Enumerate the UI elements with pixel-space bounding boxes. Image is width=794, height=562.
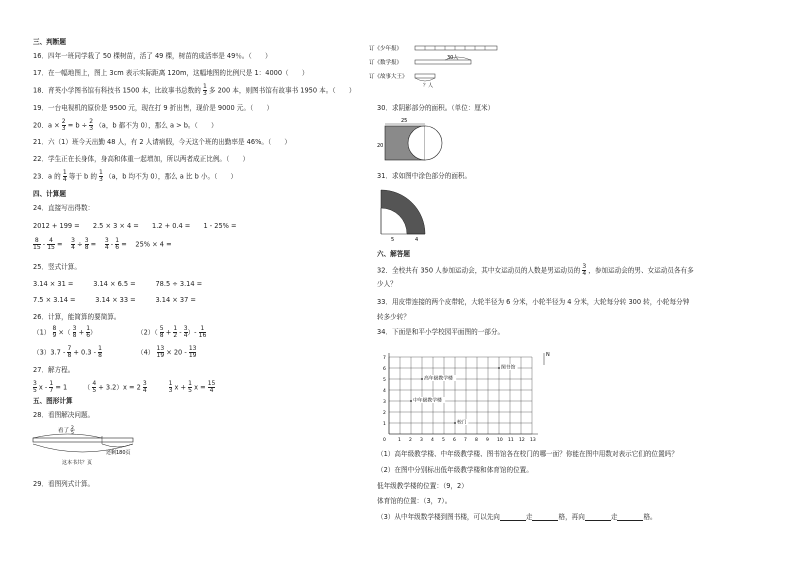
- question-24: 24．直接写出得数：: [33, 204, 95, 212]
- bar-1-ticks: [425, 46, 485, 50]
- q30-width-label: 25: [401, 118, 408, 124]
- school-gate-marker: [454, 422, 456, 424]
- x-tick-label: 7: [464, 438, 467, 443]
- fraction: $\frac{2}{3}$: [61, 118, 66, 132]
- section-3-heading: 三、判断题: [33, 38, 66, 46]
- section-5-heading: 五、图形计算: [33, 397, 73, 405]
- question-16: 16．四年一班同学栽了 50 棵树苗，活了 49 棵，树苗的成活率是 49％。（ ）: [33, 52, 272, 60]
- question-33: 33．用皮带连接的两个皮带轮，大轮半径为 6 分米，小轮半径为 4 分米，大轮每分转 300 转，小轮每分钟: [377, 298, 690, 306]
- question-26-part-1: （1） $\frac{8}{9}$ ×（ $\frac{3}{8}$ + $\frac{1}{6}$ ）: [33, 325, 97, 339]
- x-tick-label: 5: [442, 438, 445, 443]
- x-tick-label: 11: [508, 438, 514, 443]
- fraction: $\frac{1}{3}$: [202, 83, 207, 97]
- answer-blank[interactable]: [585, 514, 611, 521]
- question-18: 18．育英小学图书馆有科技书 1500 本，比故事书总数的 $\frac{1}{3}$ 多 200 本，则图书馆有故事书 1950 本。（ ）: [33, 83, 356, 97]
- section-4-heading: 四、计算题: [33, 190, 66, 198]
- question-34-gym: 体育馆的位置：（3，7）。: [377, 497, 452, 505]
- question-17: 17．在一幅地图上，图上 3cm 表示实际距离 120m，这幅地图的比例尺是 1：4000（ ）: [33, 69, 309, 77]
- question-25-row-2: 7.5 × 3.14 = 3.14 × 33 = 3.14 × 37 =: [33, 296, 196, 304]
- right-column: [369, 0, 794, 562]
- y-tick-label: 2: [383, 411, 386, 416]
- question-25-row-1: 3.14 × 31 = 3.14 × 6.5 = 78.5 ÷ 3.14 =: [33, 280, 203, 288]
- middle-building-marker-label: 中年级教学楼: [413, 398, 442, 404]
- y-tick-label: 5: [383, 378, 386, 383]
- senior-building-marker-label: 高年级教学楼: [424, 376, 453, 382]
- question-31-figure: [377, 184, 437, 244]
- answer-blank[interactable]: [532, 514, 558, 521]
- question-34-part-2: （2）在图中分别标出低年级教学楼和体育馆的位置。: [377, 466, 533, 474]
- question-25: 25．竖式计算。: [33, 263, 81, 271]
- q31-outer-label: 4: [415, 237, 419, 243]
- x-tick-label: 6: [453, 438, 456, 443]
- question-20: 20．a × $\frac{2}{3}$ = b ÷ $\frac{2}{3}$ （a，b 都不为 0），那么 a > b。（ ）: [33, 118, 218, 132]
- question-24-row-2: $\frac{8}{15}$ - $\frac{4}{15}$ = $\frac{3}{4}$ ÷ $\frac{3}{8}$ = $\frac{3}{4}$ - $\frac{1}{6}$ = 25% × 4 =: [33, 237, 172, 251]
- q28-right-label: 还剩180页: [106, 450, 131, 456]
- x-tick-label: 10: [497, 438, 503, 443]
- q30-height-label: 20: [377, 143, 384, 149]
- q31-inner-label: 5: [391, 237, 395, 243]
- x-tick-label: 12: [519, 438, 525, 443]
- question-32: 32．全校共有 350 人参加运动会，其中女运动员的人数是男运动员的 $\frac{3}{4}$ ，参加运动会的男、女运动员各有多: [377, 263, 694, 277]
- question-29-bar-diagram: [367, 40, 517, 90]
- section-6-heading: 六、解答题: [377, 250, 410, 258]
- q28-top-label: 看了: [58, 428, 70, 434]
- school-gate-marker-label: 校门: [457, 420, 467, 426]
- origin-label: 0: [383, 438, 386, 443]
- question-34-part-3: （3）从中年级数学楼到图书楼，可以先向 走 格，再向 走 格。: [377, 513, 657, 521]
- x-tick-label: 1: [398, 438, 401, 443]
- question-27-equations: $\frac{3}{5}$ x - $\frac{1}{7}$ = 1 （ $\frac{4}{5}$ + 3.2）x = 2 $\frac{3}{4}$ $\frac{1}{3}$ x + $\frac{1}{5}$ x = $\frac{15}{4}$: [33, 380, 216, 394]
- library-marker-label: 图书馆: [501, 365, 516, 371]
- q28-bottom-label: 这本书共？页: [62, 460, 93, 466]
- answer-blank[interactable]: [500, 514, 526, 521]
- y-tick-label: 4: [383, 389, 386, 394]
- bar-label-3: 订《故事大王》: [369, 74, 408, 80]
- bar-label-1: 订《少年报》: [369, 46, 403, 52]
- question-27: 27．解方程。: [33, 366, 75, 374]
- answer-blank[interactable]: [617, 514, 643, 521]
- question-34: 34．下面是和平小学校园平面图的一部分。: [377, 328, 505, 336]
- fraction: $\frac{3}{4}$: [582, 263, 587, 277]
- question-28-diagram: [30, 424, 140, 466]
- question-28: 28．看图解决问题。: [33, 411, 95, 419]
- fraction: $\frac{2}{3}$: [89, 118, 94, 132]
- svg-text:2: 2: [71, 426, 74, 431]
- question-22: 22．学生正在长身体，身高和体重一起增加，所以两者成正比例。（ ）: [33, 155, 250, 163]
- question-24-row-1: 2012 + 199 = 2.5 × 3 × 4 = 1.2 + 0.4 = 1 - 25% =: [33, 222, 237, 230]
- bar-2-value: 30人: [447, 55, 459, 61]
- question-21: 21．六（1）班今天出勤 48 人，有 2 人请病假，今天这个班的出勤率是 46%。（ ）: [33, 138, 292, 146]
- middle-building-marker: [410, 400, 412, 402]
- y-tick-label: 6: [383, 367, 386, 372]
- question-26-part-3: （3）3.7 - $\frac{7}{8}$ + 0.3 - $\frac{1}{8}$: [33, 345, 102, 359]
- y-tick-label: 3: [383, 400, 386, 405]
- x-tick-label: 2: [409, 438, 412, 443]
- x-tick-label: 4: [431, 438, 434, 443]
- x-tick-label: 3: [420, 438, 423, 443]
- svg-text:5: 5: [71, 431, 74, 436]
- bar-label-2: 订《数学报》: [369, 60, 403, 66]
- question-26-part-4: （4） $\frac{13}{19}$ × 20 - $\frac{13}{19}$: [137, 345, 197, 359]
- y-tick-label: 1: [383, 422, 386, 427]
- question-23: 23．a 的 $\frac{1}{4}$ 等于 b 的 $\frac{1}{3}$ （a，b 均不为 0），那么 a 比 b 小。（ ）: [33, 169, 238, 183]
- question-34-low-grade: 低年级教学楼的位置：（9，2）: [377, 482, 468, 490]
- x-tick-label: 9: [486, 438, 489, 443]
- question-34-part-1: （1）高年级教学楼、中年级教学楼、图书馆各在校门的哪一面？你能在图中用数对表示它们的位置吗？: [377, 450, 678, 458]
- fraction: $\frac{1}{4}$: [62, 169, 67, 183]
- question-26-part-2: （2）（ $\frac{5}{8}$ + $\frac{1}{2}$ - $\frac{3}{4}$ ）- $\frac{1}{16}$: [137, 325, 207, 339]
- question-30-figure: [377, 116, 447, 170]
- campus-grid-map: [377, 340, 557, 446]
- question-33-cont: 转多少转？: [377, 313, 410, 321]
- question-19: 19．一台电视机的原价是 9500 元，现在打 9 折出售，现价是 9000 元。（ ）: [33, 104, 274, 112]
- x-tick-label: 13: [530, 438, 536, 443]
- x-tick-label: 8: [475, 438, 478, 443]
- question-32-cont: 少人？: [377, 280, 397, 288]
- question-30: 30．求阴影部分的面积。（单位：厘米）: [377, 104, 495, 112]
- question-29: 29．看图列式计算。: [33, 480, 95, 488]
- senior-building-marker: [421, 378, 423, 380]
- north-label: N: [546, 352, 550, 358]
- question-26: 26．计算，能简算的要简算。: [33, 313, 121, 321]
- bar-3-value: ？人: [423, 83, 434, 89]
- y-tick-label: 7: [383, 356, 386, 361]
- question-31: 31．求如图中涂色部分的面积。: [377, 172, 472, 180]
- library-marker: [498, 367, 500, 369]
- fraction: $\frac{1}{3}$: [99, 169, 103, 183]
